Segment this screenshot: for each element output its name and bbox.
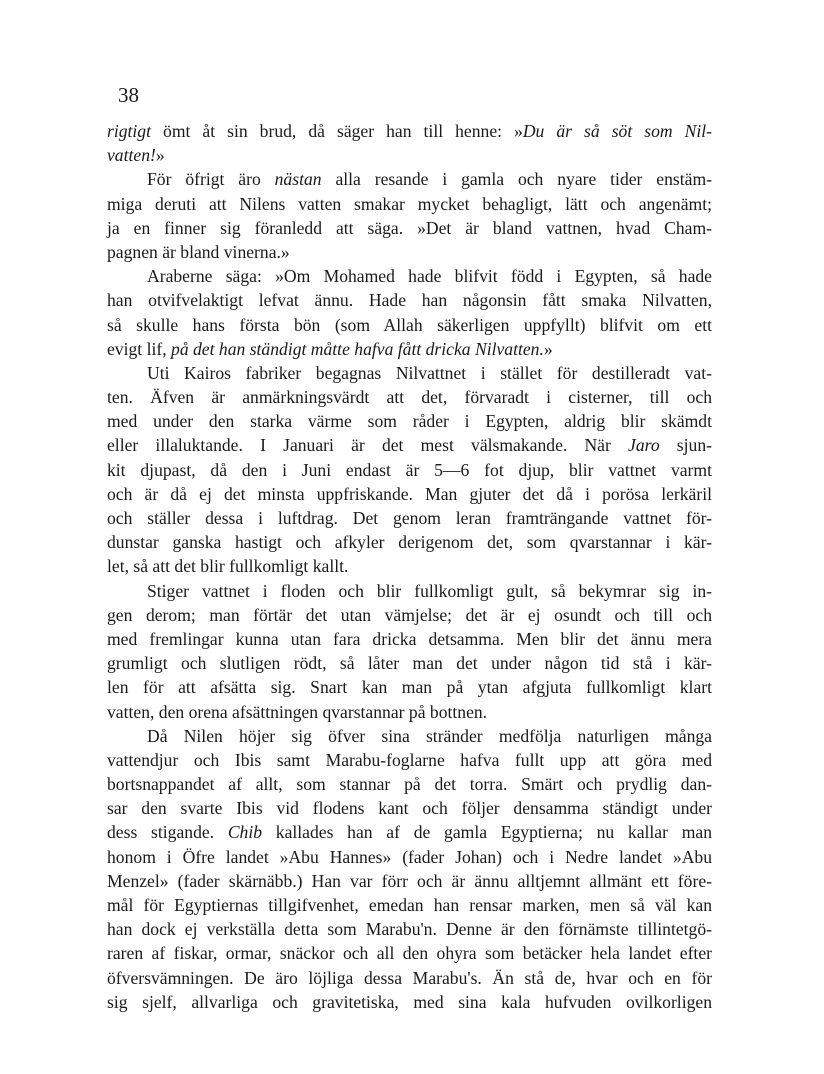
text-run: len för att afsätta sig. Snart kan man på ytan afgjuta fullkomligt klart	[107, 677, 712, 698]
text-run: och är då ej det minsta uppfriskande. Man gjuter det då i porösa lerkäril	[107, 483, 712, 504]
text-run: raren af fiskar, ormar, snäckor och all den ohyra som betäcker hela landet efter	[107, 943, 712, 964]
text-run: mål för Egyptiernas tillgifvenhet, emedan han rensar marken, men så väl kan	[107, 895, 712, 915]
text-line	[107, 216, 712, 240]
text-run: Då Nilen höjer sig öfver sina stränder medfölja naturligen många	[147, 725, 712, 746]
text-line	[107, 337, 712, 361]
text-run: Menzel» (fader skärnäbb.) Han var förr och är ännu alltjemnt allmänt ett före-	[107, 870, 712, 891]
text-run: sjun-	[659, 435, 712, 456]
text-line	[107, 554, 712, 578]
text-line	[107, 796, 712, 820]
text-run: ja en finner sig föranledd att säga. »Det är bland vattnen, hvad Cham-	[107, 217, 712, 238]
text-line	[107, 820, 712, 844]
text-line	[107, 482, 712, 506]
text-run: alla resande i gamla och nyare tider enstäm-	[321, 169, 712, 190]
text-line	[107, 506, 712, 530]
text-line	[107, 675, 712, 699]
text-line	[107, 869, 712, 893]
text-run: eller illaluktande. I Januari är det mest välsmakande. När	[107, 435, 629, 456]
text-line	[107, 167, 712, 191]
text-line	[107, 941, 712, 965]
body-text	[107, 119, 712, 1014]
text-run: sar den svarte Ibis vid flodens kant och följer densamma ständigt under	[107, 798, 712, 819]
text-run: pagnen är bland vinerna.»	[107, 241, 290, 262]
text-line	[107, 772, 712, 796]
text-run: »	[543, 338, 553, 359]
text-run: med fremlingar kunna utan fara dricka detsamma. Men blir det ännu mera	[107, 628, 712, 649]
text-line	[107, 409, 712, 433]
text-run: dess stigande.	[107, 822, 228, 843]
text-run: miga deruti att Nilens vatten smakar mycket behagligt, lätt och angenämt;	[107, 193, 712, 214]
text-line	[107, 700, 712, 724]
text-run: let, så att det blir fullkomligt kallt.	[107, 556, 349, 577]
text-run: För öfrigt äro	[147, 169, 275, 190]
text-line	[107, 579, 712, 603]
text-line	[107, 119, 712, 143]
text-line	[107, 748, 712, 772]
text-run: kit djupast, då den i Juni endast är 5—6 fot djup, blir vattnet varmt	[107, 459, 712, 480]
text-run: med under den starka värme som råder i Egypten, aldrig blir skämdt	[107, 411, 712, 432]
text-run: dunstar ganska hastigt och afkyler derigenom det, som qvarstannar i kär-	[107, 532, 712, 553]
text-line	[107, 361, 712, 385]
text-line	[107, 845, 712, 869]
text-run: Uti Kairos fabriker begagnas Nilvattnet i stället för destilleradt vat-	[147, 362, 712, 383]
text-run: Stiger vattnet i floden och blir fullkomligt gult, så bekymrar sig in-	[147, 580, 712, 601]
italic-text: nästan	[274, 169, 322, 190]
page-number: 38	[118, 83, 139, 107]
italic-text: vatten!	[107, 145, 156, 166]
text-run: »	[155, 145, 165, 166]
text-line	[107, 724, 712, 748]
italic-text: Du är så söt som Nil-	[522, 121, 712, 141]
text-run: grumligt och slutligen rödt, så låter man det under någon tid stå i kär-	[107, 653, 712, 674]
italic-text: på det han ständigt måtte hafva fått dricka Nilvatten.	[171, 338, 544, 359]
text-line	[107, 240, 712, 264]
text-run: ömt åt sin brud, då säger han till henne: »	[151, 121, 523, 141]
text-line	[107, 458, 712, 482]
text-run: så skulle hans första bön (som Allah säkerligen uppfyllt) blifvit om ett	[107, 314, 712, 335]
text-line	[107, 917, 712, 941]
text-line	[107, 143, 712, 167]
text-run: sig sjelf, allvarliga och gravitetiska, med sina kala hufvuden ovilkorligen	[107, 991, 712, 1012]
text-run: Araberne säga: »Om Mohamed hade blifvit född i Egypten, så hade	[147, 266, 712, 287]
text-line	[107, 966, 712, 990]
text-line	[107, 603, 712, 627]
text-run: honom i Öfre landet »Abu Hannes» (fader Johan) och i Nedre landet »Abu	[107, 846, 712, 867]
text-run: gen derom; man förtär det utan vämjelse; det är ej osundt och till och	[107, 604, 712, 625]
text-line	[107, 651, 712, 675]
text-run: öfversvämningen. De äro löjliga dessa Marabu's. Än stå de, hvar och en för	[107, 967, 712, 988]
italic-text: Chib	[227, 822, 263, 843]
italic-text: rigtigt	[107, 121, 151, 141]
text-line	[107, 530, 712, 554]
text-run: han dock ej verkställa detta som Marabu'n. Denne är den förnämste tillintetgö-	[107, 919, 712, 940]
text-run: vatten, den orena afsättningen qvarstannar på bottnen.	[107, 701, 488, 722]
text-line	[107, 192, 712, 216]
text-line	[107, 893, 712, 917]
text-line	[107, 288, 712, 312]
text-run: han otvifvelaktigt lefvat ännu. Hade han någonsin fått smaka Nilvatten,	[107, 290, 712, 311]
text-line	[107, 990, 712, 1014]
italic-text: Jaro	[628, 435, 660, 456]
text-line	[107, 433, 712, 457]
text-line	[107, 313, 712, 337]
text-line	[107, 385, 712, 409]
text-run: bortsnappandet af allt, som stannar på det torra. Smärt och prydlig dan-	[107, 774, 712, 795]
text-run: kallades han af de gamla Egyptierna; nu kallar man	[262, 822, 712, 843]
text-run: vattendjur och Ibis samt Marabu-foglarne hafva fullt upp att göra med	[107, 749, 712, 770]
text-run: evigt lif,	[107, 338, 172, 359]
text-run: och ställer dessa i luftdrag. Det genom leran framträngande vattnet för-	[107, 508, 712, 528]
text-line	[107, 264, 712, 288]
text-run: ten. Äfven är anmärkningsvärdt att det, förvaradt i cisterner, till och	[107, 387, 712, 408]
text-line	[107, 627, 712, 651]
